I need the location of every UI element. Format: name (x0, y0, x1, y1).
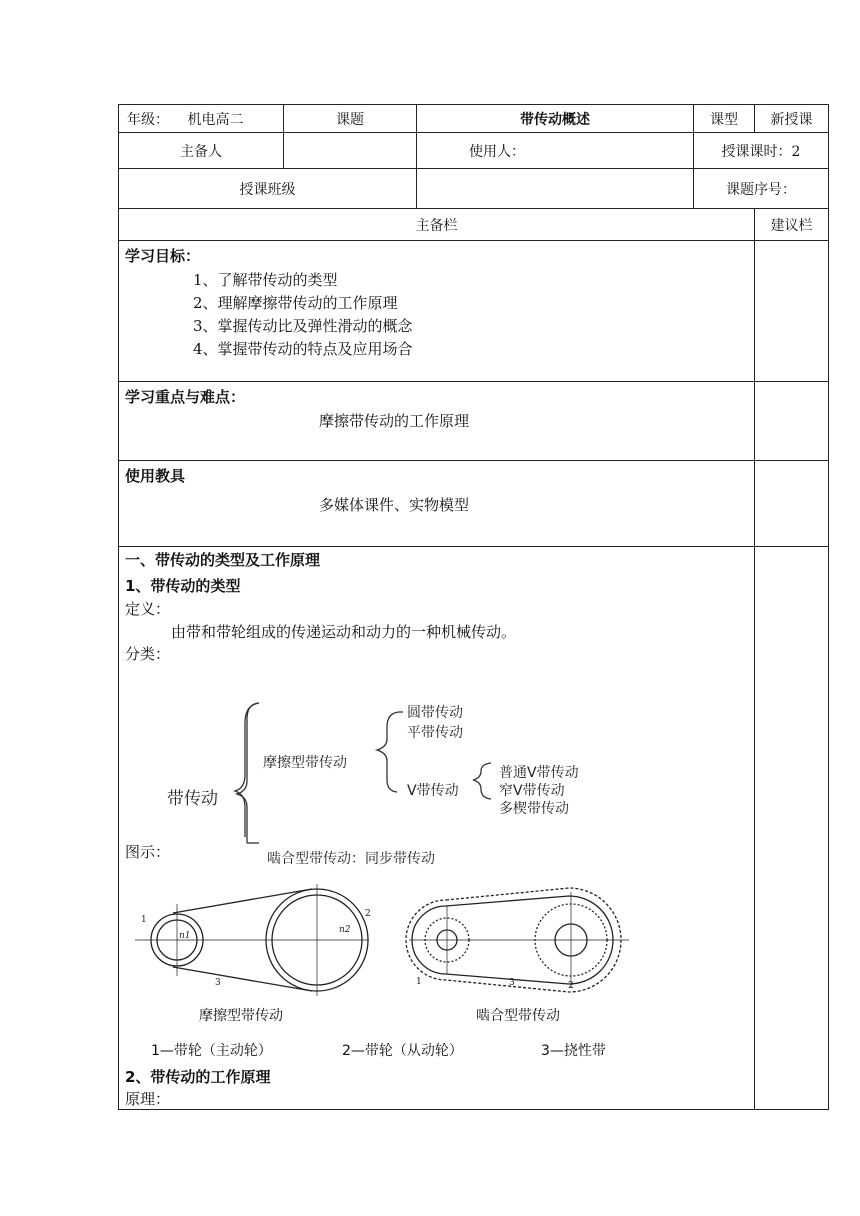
grade-value: 机电高二 (187, 111, 244, 128)
preparer-label: 主备人 (119, 133, 284, 169)
section1-title: 一、带传动的类型及工作原理 (125, 551, 321, 569)
fig-number: 3 (509, 978, 515, 988)
keypoints-cell (119, 382, 755, 461)
caption-friction: 摩擦型带传动 (199, 1008, 283, 1024)
grade-cell (119, 105, 284, 133)
root-brace (237, 703, 491, 843)
tree-mesh: 啮合型带传动：同步带传动 (267, 851, 435, 867)
class-value (417, 169, 694, 209)
objective-item: 3、掌握传动比及弹性滑动的概念 (193, 317, 413, 335)
topic-label: 课题 (284, 105, 417, 133)
fig-number: n1 (179, 931, 191, 941)
tools-title: 使用教具 (125, 467, 186, 485)
objective-item: 2、理解摩擦带传动的工作原理 (193, 294, 398, 312)
section1-suggest (755, 547, 829, 1110)
fig-number: 1 (416, 977, 422, 987)
objectives-title: 学习目标： (125, 247, 201, 265)
figure-label: 图示： (125, 843, 171, 861)
legend-item: 2—带轮（从动轮） (342, 1043, 463, 1059)
section1-cell (119, 547, 755, 1110)
fig-number: n2 (339, 925, 351, 935)
lesson-plan-sheet (118, 104, 828, 1107)
fig-number: 3 (215, 978, 221, 988)
topic-value: 带传动概述 (417, 105, 694, 133)
tree-v-narrow: 窄V带传动 (499, 783, 565, 799)
suggest-col-header: 建议栏 (755, 209, 829, 241)
tools-text: 多媒体课件、实物模型 (319, 496, 470, 514)
grade-label: 年级： (127, 111, 169, 128)
belt-figures (119, 892, 694, 1012)
tree-friction: 摩擦型带传动 (263, 755, 347, 771)
legend-item: 1—带轮（主动轮） (151, 1043, 272, 1059)
tree-flat: 平带传动 (407, 725, 463, 741)
sub1-title: 1、带传动的类型 (125, 577, 241, 595)
user-label: 使用人： (417, 133, 694, 169)
hours-label: 授课课时：2 (694, 133, 829, 169)
objective-item: 4、掌握带传动的特点及应用场合 (193, 340, 413, 358)
objectives-suggest (755, 241, 829, 382)
objective-item: 1、了解带传动的类型 (193, 271, 338, 289)
caption-mesh: 啮合型带传动 (476, 1008, 560, 1024)
type-value: 新授课 (755, 105, 829, 133)
fig-number: 2 (568, 981, 574, 991)
keypoints-title: 学习重点与难点： (125, 388, 246, 406)
tree-v: V带传动 (407, 783, 459, 799)
class-label: 授课班级 (119, 169, 417, 209)
friction-belt-diagram (135, 884, 369, 996)
tools-suggest (755, 461, 829, 547)
tree-round: 圆带传动 (407, 705, 463, 721)
principle-label: 原理： (125, 1090, 171, 1108)
definition-text: 由带和带轮组成的传递运动和动力的一种机械传动。 (171, 623, 517, 641)
tree-v-multi: 多楔带传动 (499, 801, 569, 817)
preparer-value (284, 133, 417, 169)
lesson-plan-table (118, 104, 829, 1110)
type-label: 课型 (694, 105, 755, 133)
objectives-cell (119, 241, 755, 382)
fig-number: 2 (365, 909, 371, 919)
tree-v-normal: 普通V带传动 (499, 765, 579, 781)
sub2-title: 2、带传动的工作原理 (125, 1068, 271, 1086)
tools-cell (119, 461, 755, 547)
main-col-header: 主备栏 (119, 209, 755, 241)
fig-number: 1 (141, 915, 147, 925)
keypoints-suggest (755, 382, 829, 461)
legend-item: 3—挠性带 (541, 1043, 606, 1059)
mesh-belt-diagram (406, 888, 629, 992)
definition-label: 定义： (125, 600, 171, 618)
keypoints-text: 摩擦带传动的工作原理 (319, 412, 470, 430)
classification-label: 分类： (125, 645, 171, 663)
tree-root: 带传动 (167, 789, 218, 809)
seq-label: 课题序号： (694, 169, 829, 209)
